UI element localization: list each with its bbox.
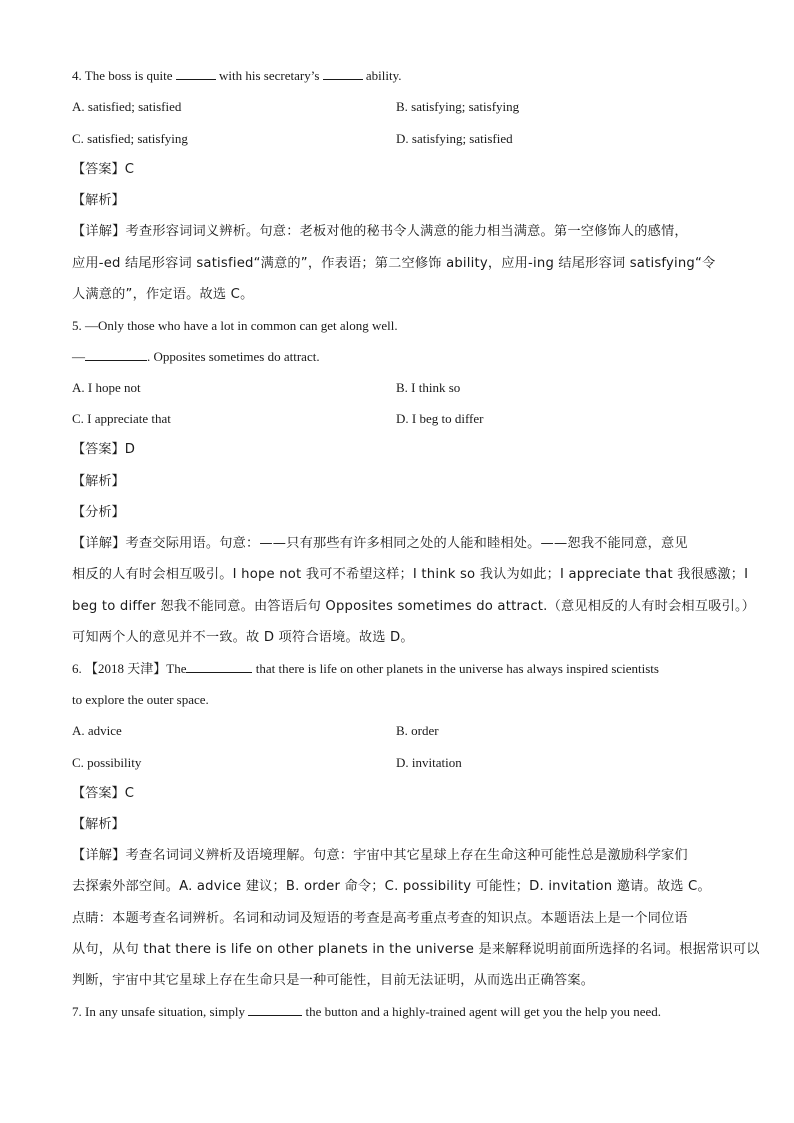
stem-text: the button and a highly-trained agent will get you the help you need. <box>302 1004 662 1019</box>
question-6-stem-cont: to explore the outer space. <box>72 692 209 707</box>
stem-text: that there is life on other planets in the universe has always inspired scientists <box>252 661 659 676</box>
detail-text: 【详解】考查交际用语。句意：——只有那些有许多相同之处的人能和睦相处。——恕我不能同意，意见 <box>72 536 688 551</box>
stem-text: with his secretary’s <box>215 68 323 83</box>
answer-blank <box>186 660 252 673</box>
question-4-stem <box>72 66 402 86</box>
answer-label: 【答案】D <box>72 442 135 457</box>
detail-text: 【详解】考查形容词词义辨析。句意：老板对他的秘书令人满意的能力相当满意。第一空修饰人的感情， <box>72 224 688 239</box>
analysis-label: 【解析】 <box>72 193 125 208</box>
stem-text: 6. 【2018 天津】The <box>72 661 187 676</box>
detail-text: 【详解】考查名词词义辨析及语境理解。句意：宇宙中其它星球上存在生命这种可能性总是激励科学家们 <box>72 848 688 863</box>
stem-text: 7. In any unsafe situation, simply <box>72 1004 249 1019</box>
option-c: C. satisfied; satisfying <box>72 131 188 146</box>
detail-text: 判断，宇宙中其它星球上存在生命只是一种可能性，目前无法证明，从而选出正确答案。 <box>72 973 595 988</box>
fenxi-label: 【分析】 <box>72 505 125 520</box>
detail-text: 去探索外部空间。A. advice 建议；B. order 命令；C. possibility 可能性；D. invitation 邀请。故选 C。 <box>72 879 711 894</box>
detail-text: 点睛：本题考查名词辨析。名词和动词及短语的考查是高考重点考查的知识点。本题语法上是一个同位语 <box>72 911 688 926</box>
answer-blank <box>248 1003 302 1016</box>
answer-blank <box>323 67 363 80</box>
question-5-stem: 5. —Only those who have a lot in common can get along well. <box>72 318 398 333</box>
analysis-label: 【解析】 <box>72 817 125 832</box>
option-a: A. satisfied; satisfied <box>72 99 182 114</box>
detail-text: 相反的人有时会相互吸引。I hope not 我可不希望这样；I think so 我认为如此；I appreciate that 我很感激；I <box>72 567 749 582</box>
detail-text: 人满意的”，作定语。故选 C。 <box>72 287 254 302</box>
option-d: D. I beg to differ <box>396 411 484 426</box>
option-a: A. I hope not <box>72 380 141 395</box>
option-b: B. order <box>396 723 439 738</box>
answer-label: 【答案】C <box>72 162 134 177</box>
detail-text: 可知两个人的意见并不一致。故 D 项符合语境。故选 D。 <box>72 630 414 645</box>
question-5-response <box>72 347 320 367</box>
answer-label: 【答案】C <box>72 786 134 801</box>
option-d: D. satisfying; satisfied <box>396 131 513 146</box>
detail-text: 应用-ed 结尾形容词 satisfied“满意的”，作表语；第二空修饰 ability，应用-ing 结尾形容词 satisfying“令 <box>72 256 716 271</box>
option-c: C. I appreciate that <box>72 411 171 426</box>
option-d: D. invitation <box>396 755 462 770</box>
option-a: A. advice <box>72 723 122 738</box>
analysis-label: 【解析】 <box>72 474 125 489</box>
stem-text: . Opposites sometimes do attract. <box>147 349 320 364</box>
stem-text: 4. The boss is quite <box>72 68 176 83</box>
question-7-stem <box>72 1002 661 1022</box>
option-c: C. possibility <box>72 755 142 770</box>
option-b: B. I think so <box>396 380 461 395</box>
stem-text: ability. <box>362 68 402 83</box>
answer-blank <box>85 348 147 361</box>
question-6-stem <box>72 659 659 679</box>
detail-text: 从句，从句 that there is life on other planets in the universe 是来解释说明前面所选择的名词。根据常识可以 <box>72 942 760 957</box>
detail-text: beg to differ 恕我不能同意。由答语后句 Opposites sometimes do attract.（意见相反的人有时会相互吸引。） <box>72 599 756 614</box>
option-b: B. satisfying; satisfying <box>396 99 520 114</box>
stem-text: — <box>72 349 85 364</box>
answer-blank <box>176 67 216 80</box>
